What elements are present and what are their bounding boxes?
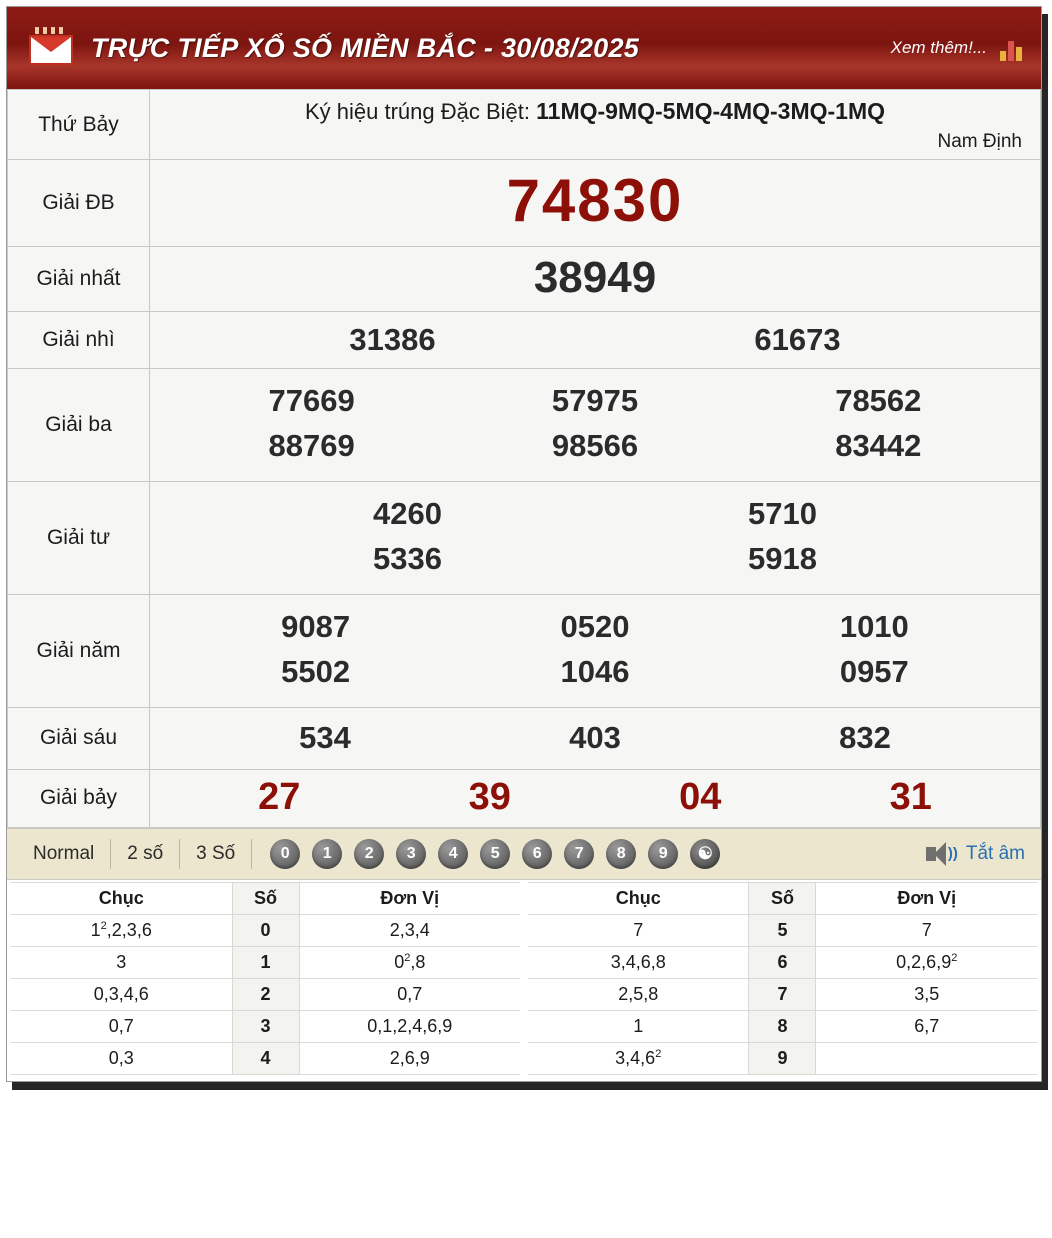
- bar-chart-icon[interactable]: [999, 35, 1027, 61]
- stats-so-4: 4: [232, 1042, 299, 1074]
- mute-label[interactable]: Tắt âm: [965, 842, 1025, 864]
- bay-number-3: 04: [679, 775, 722, 818]
- province-label: Nam Định: [937, 131, 1022, 152]
- ba-number-3: 78562: [835, 383, 922, 418]
- table-row-nhat: [8, 247, 1041, 312]
- stats-header-donvi-right: Đơn Vị: [816, 882, 1037, 914]
- stats-section: [7, 880, 1041, 1081]
- stats-header-chuc-left: Chục: [11, 882, 232, 914]
- stats-separator: [520, 882, 528, 1075]
- symbol-codes: 11MQ-9MQ-5MQ-4MQ-3MQ-1MQ: [536, 98, 885, 124]
- nam-number-5: 1046: [560, 653, 630, 689]
- sau-number-1: 534: [299, 719, 351, 755]
- stats-donvi-8: 6,7: [816, 1010, 1037, 1042]
- nam-number-4: 5502: [281, 653, 351, 689]
- digit-ball-1[interactable]: 1: [312, 839, 342, 869]
- stats-so-6: 6: [749, 946, 816, 978]
- prize-label-bay: Giải bảy: [8, 769, 150, 827]
- stats-donvi-4: 2,6,9: [299, 1042, 520, 1074]
- table-row: [11, 946, 520, 978]
- stats-header-donvi-left: Đơn Vị: [299, 882, 520, 914]
- prize-value-nhi: [150, 312, 1041, 369]
- stats-so-3: 3: [232, 1010, 299, 1042]
- ba-number-1: 77669: [268, 383, 355, 418]
- stats-so-5: 5: [749, 914, 816, 946]
- nam-number-6: 0957: [839, 653, 909, 689]
- table-row: [528, 1010, 1037, 1042]
- prize-value-bay: [150, 769, 1041, 827]
- prize-label-ba: Giải ba: [8, 369, 150, 482]
- stats-header-so-left: Số: [232, 882, 299, 914]
- digit-ball-5[interactable]: 5: [480, 839, 510, 869]
- table-row-nam: [8, 594, 1041, 707]
- ba-number-2: 57975: [551, 383, 639, 418]
- prize-value-sau: [150, 707, 1041, 769]
- stats-donvi-7: 3,5: [816, 978, 1037, 1010]
- table-row: [11, 1042, 520, 1074]
- table-row: [528, 978, 1037, 1010]
- tu-number-4: 5918: [748, 540, 817, 576]
- nhat-number: 38949: [533, 253, 657, 302]
- stats-chuc-6: 3,4,6,8: [528, 946, 749, 978]
- stats-chuc-5: 7: [528, 914, 749, 946]
- bay-number-4: 31: [889, 775, 932, 818]
- stats-table-right: [528, 882, 1037, 1075]
- stats-chuc-4: 0,3: [11, 1042, 232, 1074]
- nhi-number-1: 31386: [349, 322, 436, 357]
- prize-label-db: Giải ĐB: [8, 160, 150, 247]
- page-title: TRỰC TIẾP XỔ SỐ MIỀN BẮC - 30/08/2025: [91, 32, 640, 63]
- table-row-db: [8, 160, 1041, 247]
- mode-normal-button[interactable]: Normal: [17, 839, 111, 869]
- stats-chuc-0: $1^2,2,3,6$: [11, 914, 232, 946]
- nam-number-1: 9087: [281, 608, 351, 644]
- stats-donvi-5: 7: [816, 914, 1037, 946]
- table-row-ba: [8, 369, 1041, 482]
- yin-yang-icon[interactable]: ☯: [690, 839, 720, 869]
- lottery-window: [6, 6, 1042, 1082]
- prize-value-tu: [150, 481, 1041, 594]
- stats-donvi-2: 0,7: [299, 978, 520, 1010]
- stats-chuc-2: 0,3,4,6: [11, 978, 232, 1010]
- table-row: [11, 978, 520, 1010]
- digit-ball-0[interactable]: 0: [270, 839, 300, 869]
- stats-donvi-3: 0,1,2,4,6,9: [299, 1010, 520, 1042]
- stats-so-0: 0: [232, 914, 299, 946]
- table-row: [528, 1042, 1037, 1074]
- digit-ball-4[interactable]: 4: [438, 839, 468, 869]
- prize-value-ba: [150, 369, 1041, 482]
- prize-label-tu: Giải tư: [8, 481, 150, 594]
- ba-number-5: 98566: [551, 427, 639, 463]
- mute-control[interactable]: [924, 842, 1031, 866]
- ba-number-6: 83442: [835, 427, 922, 463]
- stats-so-8: 8: [749, 1010, 816, 1042]
- db-number: 74830: [506, 167, 684, 234]
- stats-chuc-7: 2,5,8: [528, 978, 749, 1010]
- stats-header-so-right: Số: [749, 882, 816, 914]
- table-row-bay: [8, 769, 1041, 827]
- tu-number-2: 5710: [748, 495, 817, 531]
- stats-chuc-9: 3,4,6$^2$: [528, 1042, 749, 1074]
- stats-so-1: 1: [232, 946, 299, 978]
- nam-number-3: 1010: [839, 608, 909, 644]
- stats-donvi-1: $0^2,8$: [299, 946, 520, 978]
- mode-2-digits-button[interactable]: 2 số: [111, 839, 180, 869]
- stats-chuc-8: 1: [528, 1010, 749, 1042]
- stats-header-chuc-right: Chục: [528, 882, 749, 914]
- tu-number-1: 4260: [373, 495, 442, 531]
- digit-ball-7[interactable]: 7: [564, 839, 594, 869]
- prize-label-nhi: Giải nhì: [8, 312, 150, 369]
- speaker-icon[interactable]: )): [924, 842, 958, 866]
- stats-donvi-6: 0,2,6,9$^2$: [816, 946, 1037, 978]
- prize-value-nam: [150, 594, 1041, 707]
- prize-label-nam: Giải năm: [8, 594, 150, 707]
- table-row-nhi: [8, 312, 1041, 369]
- digit-ball-8[interactable]: 8: [606, 839, 636, 869]
- bay-number-1: 27: [258, 775, 301, 818]
- sau-number-2: 403: [569, 719, 621, 755]
- see-more-link[interactable]: Xem thêm!...: [890, 38, 987, 57]
- digit-filter-group: [270, 839, 720, 869]
- table-row-tu: [8, 481, 1041, 594]
- table-row-info: [8, 90, 1041, 160]
- title-bar: [7, 7, 1041, 89]
- stats-chuc-3: 0,7: [11, 1010, 232, 1042]
- digit-ball-2[interactable]: 2: [354, 839, 384, 869]
- ba-number-4: 88769: [268, 427, 355, 463]
- nam-number-2: 0520: [560, 608, 630, 644]
- stats-donvi-9: [816, 1042, 1037, 1074]
- prize-value-db: [150, 160, 1041, 247]
- sau-number-3: 832: [839, 719, 891, 755]
- mail-icon: [25, 27, 77, 69]
- bottom-toolbar: [7, 828, 1041, 880]
- special-symbol-cell: [150, 90, 1041, 160]
- stats-chuc-1: 3: [11, 946, 232, 978]
- stats-header-row-right: [528, 882, 1037, 914]
- stats-so-2: 2: [232, 978, 299, 1010]
- results-table: [7, 89, 1041, 828]
- mode-3-digits-button[interactable]: 3 Số: [180, 839, 252, 869]
- table-row: [11, 1010, 520, 1042]
- stats-table-left: [11, 882, 520, 1075]
- table-row-sau: [8, 707, 1041, 769]
- tu-number-3: 5336: [373, 540, 442, 576]
- prize-label-sau: Giải sáu: [8, 707, 150, 769]
- prize-value-nhat: [150, 247, 1041, 312]
- bay-number-2: 39: [468, 775, 511, 818]
- stats-so-7: 7: [749, 978, 816, 1010]
- digit-ball-6[interactable]: 6: [522, 839, 552, 869]
- stats-so-9: 9: [749, 1042, 816, 1074]
- digit-ball-3[interactable]: 3: [396, 839, 426, 869]
- stats-header-row-left: [11, 882, 520, 914]
- weekday-label: Thứ Bảy: [8, 90, 150, 160]
- stats-donvi-0: 2,3,4: [299, 914, 520, 946]
- table-row: [11, 914, 520, 946]
- symbol-prefix: Ký hiệu trúng Đặc Biệt:: [305, 99, 537, 124]
- table-row: [528, 914, 1037, 946]
- digit-ball-9[interactable]: 9: [648, 839, 678, 869]
- nhi-number-2: 61673: [754, 322, 841, 357]
- table-row: [528, 946, 1037, 978]
- prize-label-nhat: Giải nhất: [8, 247, 150, 312]
